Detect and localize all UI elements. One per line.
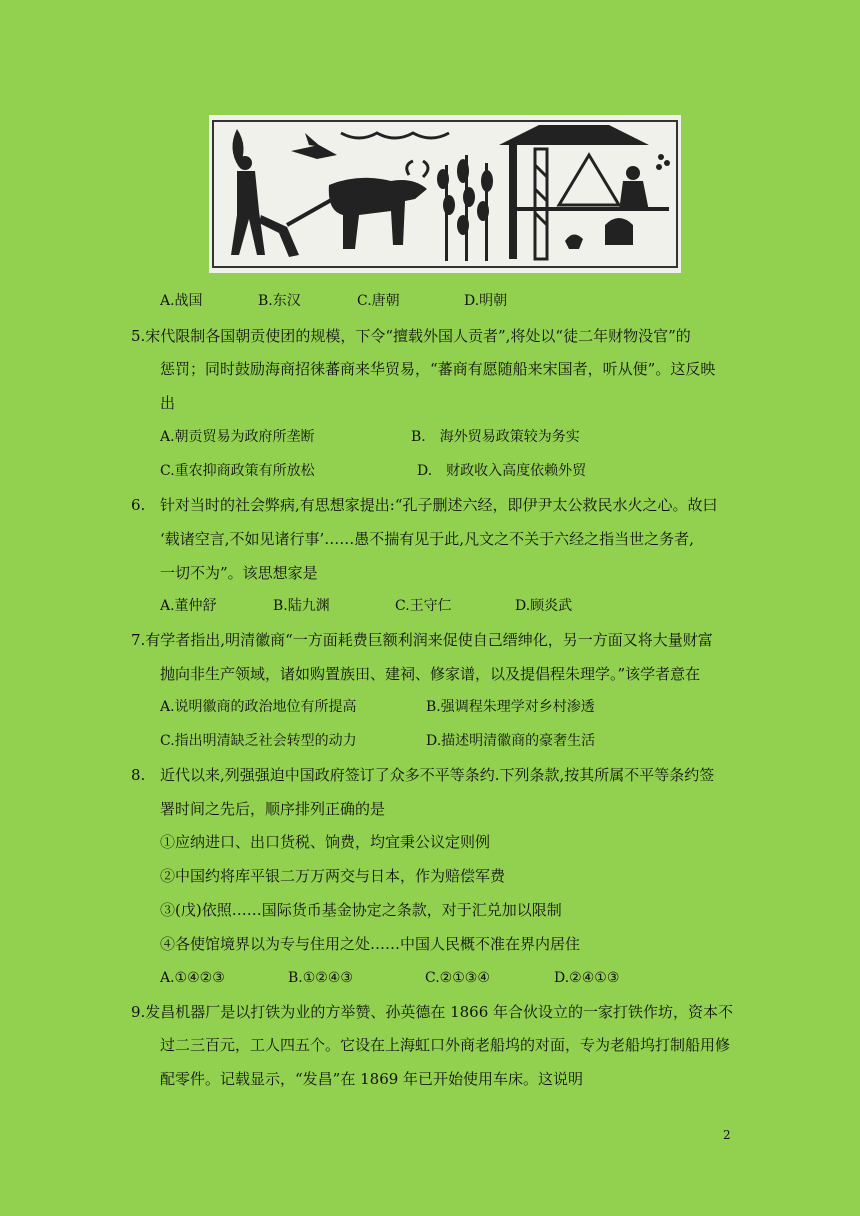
q6-stem-line-2: ‘载诸空言,不如见诸行事’……愚不揣有见于此,凡文之不关于六经之指当世之务者, bbox=[160, 530, 694, 548]
q9-stem-line-3: 配零件。记载显示，“发昌”在 1869 年已开始使用车床。这说明 bbox=[160, 1070, 584, 1088]
q5-option-b: B. 海外贸易政策较为务实 bbox=[411, 429, 580, 445]
q8-option-b: B.①②④③ bbox=[288, 970, 353, 986]
q9-stem-line-2: 过二三百元，工人四五个。它设在上海虹口外商老船坞的对面，专为老船坞打制船用修 bbox=[160, 1036, 731, 1054]
q8-option-d: D.②④①③ bbox=[554, 970, 620, 986]
q5-option-a: A.朝贡贸易为政府所垄断 bbox=[160, 429, 315, 445]
q6-number: 6. bbox=[131, 496, 146, 514]
ancient-relief-image bbox=[209, 115, 681, 273]
q7-stem-line-2: 抛向非生产领域，诸如购置族田、建祠、修家谱，以及提倡程朱理学。”该学者意在 bbox=[160, 665, 701, 683]
q5-option-d: D. 财政收入高度依赖外贸 bbox=[417, 463, 587, 479]
q7-option-c: C.指出明清缺乏社会转型的动力 bbox=[160, 733, 357, 749]
page-number: 2 bbox=[723, 1128, 731, 1142]
q6-option-a: A.董仲舒 bbox=[160, 598, 217, 614]
q4-option-d: D.明朝 bbox=[464, 293, 508, 309]
q4-option-c: C.唐朝 bbox=[357, 293, 400, 309]
q7-option-a: A.说明徽商的政治地位有所提高 bbox=[160, 699, 357, 715]
q6-stem-line-3: 一切不为”。该思想家是 bbox=[160, 564, 318, 582]
plowing-relief-illustration bbox=[209, 115, 681, 273]
q8-item-1: ①应纳进口、出口货税、饷费，均宜秉公议定则例 bbox=[160, 833, 491, 851]
q6-stem-line-1: 针对当时的社会弊病,有思想家提出:“孔子删述六经，即伊尹太公救民水火之心。故曰 bbox=[160, 496, 718, 514]
q5-stem-line-3: 出 bbox=[160, 394, 176, 412]
q6-option-c: C.王守仁 bbox=[395, 598, 452, 614]
q5-option-c: C.重农抑商政策有所放松 bbox=[160, 463, 315, 479]
q8-stem-line-1: 近代以来,列强强迫中国政府签订了众多不平等条约.下列条款,按其所属不平等条约签 bbox=[160, 766, 715, 784]
q7-stem-line-1: 7.有学者指出,明清徽商“一方面耗费巨额利润来促使自己缙绅化，另一方面又将大量财富 bbox=[131, 631, 713, 649]
q6-option-d: D.顾炎武 bbox=[515, 598, 573, 614]
q8-item-4: ④各使馆境界以为专与住用之处……中国人民概不准在界内居住 bbox=[160, 935, 581, 953]
q8-stem-line-2: 署时间之先后，顺序排列正确的是 bbox=[160, 800, 386, 818]
q8-item-2: ②中国约将库平银二万万两交与日本，作为赔偿军费 bbox=[160, 867, 506, 885]
q4-option-b: B.东汉 bbox=[258, 293, 301, 309]
q8-item-3: ③(戊)依照……国际货币基金协定之条款，对于汇兑加以限制 bbox=[160, 901, 562, 919]
q7-option-b: B.强调程朱理学对乡村渗透 bbox=[426, 699, 595, 715]
q8-number: 8. bbox=[131, 766, 146, 784]
q9-stem-line-1: 9.发昌机器厂是以打铁为业的方举赞、孙英德在 1866 年合伙设立的一家打铁作坊，资本不 bbox=[131, 1003, 734, 1021]
q4-option-a: A.战国 bbox=[160, 293, 203, 309]
q5-stem-line-2: 惩罚；同时鼓励海商招徕蕃商来华贸易，“蕃商有愿随船来宋国者，听从便”。这反映 bbox=[160, 360, 716, 378]
q5-stem-line-1: 5.宋代限制各国朝贡使团的规模，下令“擅载外国人贡者”,将处以“徒二年财物没官”的 bbox=[131, 327, 691, 345]
q6-option-b: B.陆九渊 bbox=[273, 598, 330, 614]
q7-option-d: D.描述明清徽商的豪奢生活 bbox=[426, 733, 596, 749]
q8-option-c: C.②①③④ bbox=[425, 970, 490, 986]
q8-option-a: A.①④②③ bbox=[160, 970, 225, 986]
